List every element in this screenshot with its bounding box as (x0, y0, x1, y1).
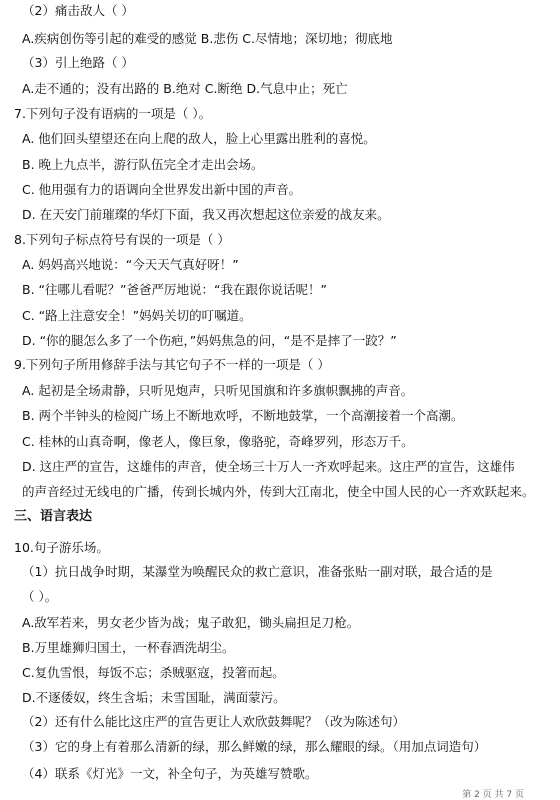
q7-option-a: A. 他们回头望望还在向上爬的敌人，脸上心里露出胜利的喜悦。 (22, 131, 376, 146)
q9-option-c: C. 桂林的山真奇啊，像老人，像巨象，像骆驼，奇峰罗列，形态万千。 (22, 434, 414, 449)
q8-option-d: D. “你的腿怎么多了一个伤疤，”妈妈焦急的问，“是不是摔了一跤？” (22, 333, 397, 348)
q6-item-3-options: A.走不通的；没有出路的 B.绝对 C.断绝 D.气息中止；死亡 (22, 81, 348, 96)
q9-stem: 9.下列句子所用修辞手法与其它句子不一样的一项是（ ） (14, 357, 330, 372)
q9-option-d-continued: 的声音经过无线电的广播，传到长城内外，传到大江南北，使全中国人民的心一齐欢跃起来。 (22, 484, 535, 499)
q6-item-3: （3）引上绝路（ ） (22, 55, 134, 70)
q10-item-1-blank: （ ）。 (22, 589, 58, 604)
q6-item-2: （2）痛击敌人（ ） (22, 3, 134, 18)
q7-option-b: B. 晚上九点半，游行队伍完全才走出会场。 (22, 157, 264, 172)
q7-option-d: D. 在天安门前璀璨的华灯下面，我又再次想起这位亲爱的战友来。 (22, 207, 390, 222)
q10-item-4: （4）联系《灯光》一文，补全句子，为英雄写赞歌。 (22, 766, 318, 781)
q10-stem: 10.句子游乐场。 (14, 540, 109, 555)
q8-stem: 8.下列句子标点符号有误的一项是（ ） (14, 232, 230, 247)
q6-item-2-options: A.疾病创伤等引起的难受的感觉 B.悲伤 C.尽情地；深切地；彻底地 (22, 31, 393, 46)
q10-option-d: D.不逐倭奴，终生含垢；未雪国耻，满面蒙污。 (22, 690, 286, 705)
q10-item-1: （1）抗日战争时期，某瀑堂为唤醒民众的救亡意识，准备张贴一副对联，最合适的是 (22, 564, 493, 579)
q10-option-c: C.复仇雪恨，每饭不忘；杀贼驱寇，投箸而起。 (22, 665, 285, 680)
q7-option-c: C. 他用强有力的语调向全世界发出新中国的声音。 (22, 182, 302, 197)
q8-option-a: A. 妈妈高兴地说：“今天天气真好呀！” (22, 257, 239, 272)
q10-option-b: B.万里雄狮归国土，一杯春酒洗胡尘。 (22, 640, 235, 655)
q9-option-a: A. 起初是全场肃静，只听见炮声，只听见国旗和许多旗帜飘拂的声音。 (22, 383, 414, 398)
q10-item-2: （2）还有什么能比这庄严的宣告更让人欢欣鼓舞呢？（改为陈述句） (22, 714, 405, 729)
q9-option-d: D. 这庄严的宣告，这雄伟的声音，使全场三十万人一齐欢呼起来。这庄严的宣告，这雄伟 (22, 459, 515, 474)
q8-option-b: B. “往哪儿看呢？”爸爸严厉地说：“我在跟你说话呢！” (22, 282, 327, 297)
q10-option-a: A.敌军若来，男女老少皆为战；鬼子敢犯，锄头扁担足刀枪。 (22, 615, 360, 630)
page-number: 第 2 页 共 7 页 (462, 790, 524, 800)
q7-stem: 7.下列句子没有语病的一项是（ ）。 (14, 106, 212, 121)
q10-item-3: （3）它的身上有着那么清新的绿，那么鲜嫩的绿，那么耀眼的绿。（用加点词造句） (22, 739, 487, 754)
q9-option-b: B. 两个半钟头的检阅广场上不断地欢呼，不断地鼓掌，一个高潮接着一个高潮。 (22, 408, 464, 423)
section-heading: 三、语言表达 (14, 509, 93, 524)
q8-option-c: C. “路上注意安全！”妈妈关切的叮嘱道。 (22, 308, 252, 323)
